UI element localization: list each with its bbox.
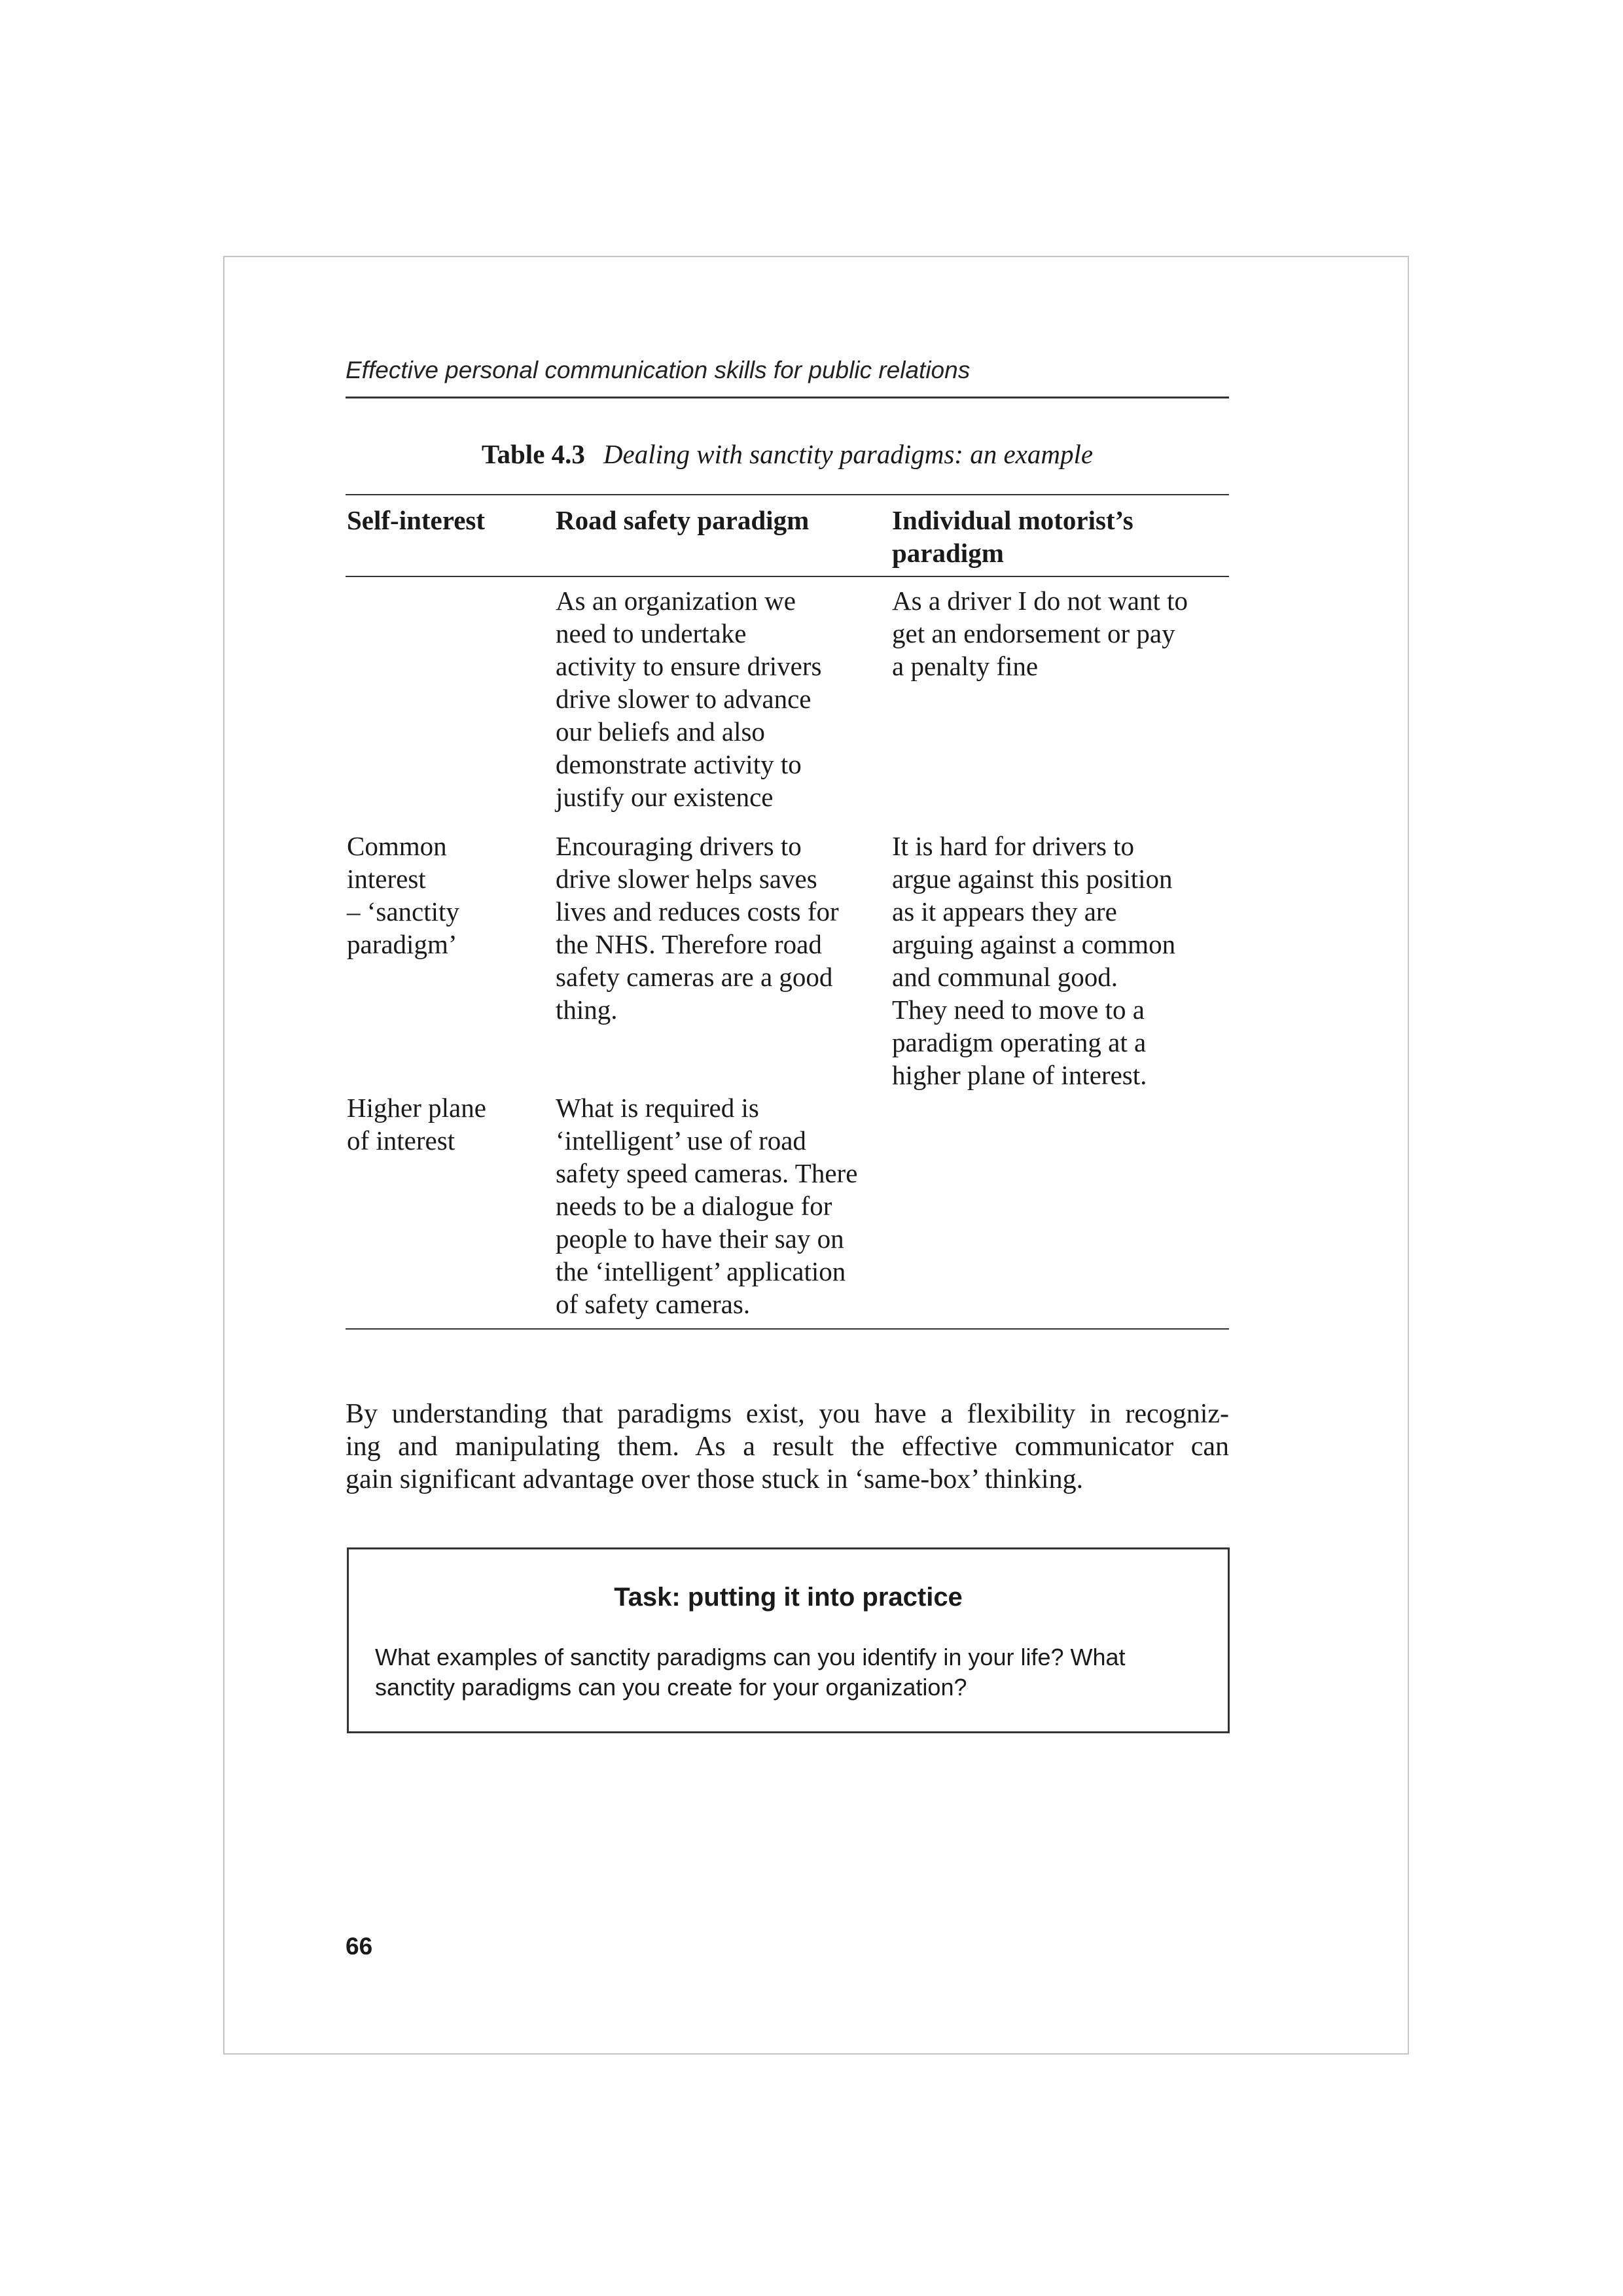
cell-line: ‘intelligent’ use of road xyxy=(556,1125,806,1156)
cell-line: – ‘sanctity xyxy=(347,896,459,927)
header-line: Road safety paradigm xyxy=(556,505,810,535)
cell-line: our beliefs and also xyxy=(556,716,765,747)
task-box xyxy=(347,1547,1230,1733)
cell-line: as it appears they are xyxy=(892,896,1117,927)
cell-line: As a driver I do not want to xyxy=(892,586,1188,616)
cell-line: the NHS. Therefore road xyxy=(556,929,822,959)
header-line: paradigm xyxy=(892,538,1004,568)
cell-line: They need to move to a xyxy=(892,995,1145,1025)
cell-line: drive slower to advance xyxy=(556,684,812,714)
cell-line: As an organization we xyxy=(556,586,796,616)
cell-line: Higher plane xyxy=(347,1093,486,1123)
task-line: sanctity paradigms can you create for your organization? xyxy=(375,1674,967,1701)
task-text xyxy=(375,1642,1206,1703)
table-bottom-rule xyxy=(346,1328,1229,1330)
paragraph-line: ing and manipulating them. As a result the effective communicator can xyxy=(346,1432,1229,1462)
table-top-rule xyxy=(346,494,1229,495)
cell-line: get an endorsement or pay xyxy=(892,618,1175,648)
table-header-self-interest xyxy=(347,504,485,537)
cell-line: and communal good. xyxy=(892,962,1118,992)
body-paragraph xyxy=(346,1398,1229,1496)
row3-road-safety-cell xyxy=(556,1091,857,1320)
cell-line: What is required is xyxy=(556,1093,759,1123)
cell-line: activity to ensure drivers xyxy=(556,651,822,681)
row1-motorist-cell xyxy=(892,584,1188,682)
cell-line: interest xyxy=(347,864,426,894)
cell-line: It is hard for drivers to xyxy=(892,831,1135,861)
cell-line: the ‘intelligent’ application xyxy=(556,1256,846,1286)
row1-road-safety-cell xyxy=(556,584,821,813)
cell-line: paradigm’ xyxy=(347,929,457,959)
table-caption xyxy=(346,436,1229,472)
row2-self-interest-cell xyxy=(347,830,459,961)
row2-road-safety-cell xyxy=(556,830,839,1026)
cell-line: a penalty fine xyxy=(892,651,1039,681)
table-header-motorist xyxy=(892,504,1133,569)
header-line: Self-interest xyxy=(347,505,486,535)
cell-line: needs to be a dialogue for xyxy=(556,1191,832,1221)
cell-line: justify our existence xyxy=(556,782,774,812)
cell-line: higher plane of interest. xyxy=(892,1060,1147,1090)
cell-line: paradigm operating at a xyxy=(892,1027,1147,1057)
cell-line: Encouraging drivers to xyxy=(556,831,802,861)
cell-line: of interest xyxy=(347,1125,455,1156)
paragraph-line: By understanding that paradigms exist, you have a flexibility in recogniz- xyxy=(346,1399,1229,1429)
cell-line: people to have their say on xyxy=(556,1224,844,1254)
cell-line: Common xyxy=(347,831,447,861)
cell-line: need to undertake xyxy=(556,618,747,648)
cell-line: thing. xyxy=(556,995,618,1025)
row2-motorist-cell xyxy=(892,830,1175,1091)
running-head: Effective personal communication skills for public relations xyxy=(346,357,971,383)
table-header-rule xyxy=(346,576,1229,577)
cell-line: lives and reduces costs for xyxy=(556,896,839,927)
cell-line: of safety cameras. xyxy=(556,1289,751,1319)
table-label: Table 4.3 xyxy=(481,439,585,469)
running-head-rule xyxy=(346,397,1229,398)
header-line: Individual motorist’s xyxy=(892,505,1133,535)
cell-line: safety speed cameras. There xyxy=(556,1158,858,1188)
table-header-road-safety xyxy=(556,504,809,537)
cell-line: safety cameras are a good xyxy=(556,962,833,992)
row3-self-interest-cell xyxy=(347,1091,486,1157)
cell-line: demonstrate activity to xyxy=(556,749,802,779)
paragraph-line: gain significant advantage over those stuck in ‘same-box’ thinking. xyxy=(346,1464,1084,1494)
cell-line: drive slower helps saves xyxy=(556,864,817,894)
page-number: 66 xyxy=(346,1933,373,1960)
table-title: Dealing with sanctity paradigms: an example xyxy=(603,439,1094,469)
cell-line: argue against this position xyxy=(892,864,1173,894)
task-title: Task: putting it into practice xyxy=(614,1583,963,1612)
task-line: What examples of sanctity paradigms can you identify in your life? What xyxy=(375,1644,1126,1670)
cell-line: arguing against a common xyxy=(892,929,1176,959)
